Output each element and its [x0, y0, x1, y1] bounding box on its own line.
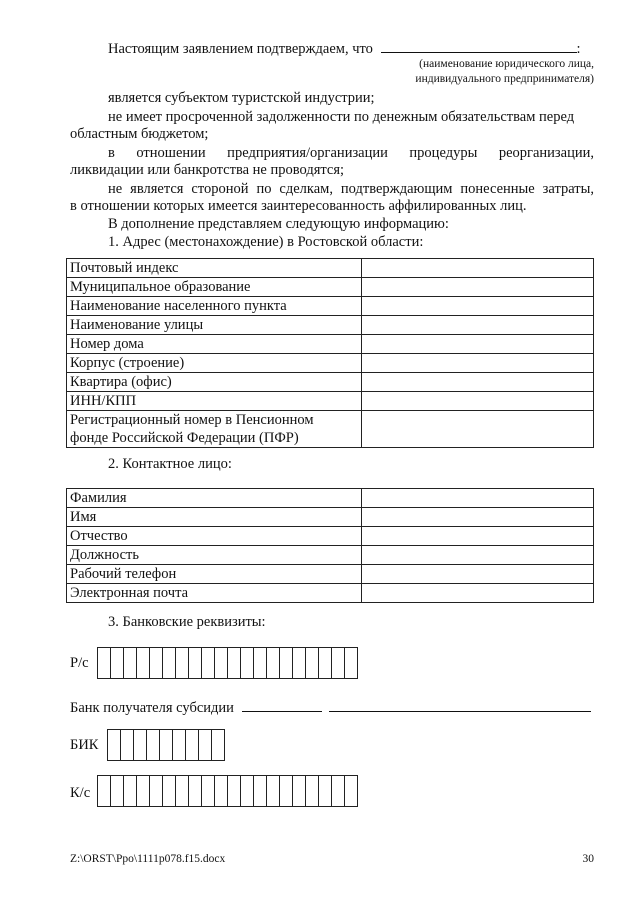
address-table: [66, 258, 594, 448]
value-cell[interactable]: [362, 259, 594, 278]
digit-box[interactable]: [332, 775, 345, 807]
table-row: [67, 297, 594, 316]
bank-blank-long[interactable]: [329, 697, 591, 712]
table-row: [67, 259, 594, 278]
condition-4-a: не является стороной по сделкам, подтверждающим понесенные затраты,: [108, 181, 594, 197]
digit-box[interactable]: [186, 729, 199, 761]
entity-note-line2: индивидуального предпринимателя): [415, 73, 594, 85]
table-row: [67, 565, 594, 584]
footer-page-number: 30: [582, 853, 594, 865]
digit-box[interactable]: [137, 775, 150, 807]
bank-blank-short[interactable]: [242, 697, 322, 712]
row-label: Электронная почта: [67, 584, 362, 603]
digit-box[interactable]: [212, 729, 225, 761]
row-label: ИНН/КПП: [67, 392, 362, 411]
digit-box[interactable]: [176, 775, 189, 807]
section1-heading: 1. Адрес (местонахождение) в Ростовской области:: [108, 234, 424, 250]
digit-box[interactable]: [147, 729, 160, 761]
addition-text: В дополнение представляем следующую информацию:: [108, 216, 449, 232]
digit-box[interactable]: [267, 647, 280, 679]
digit-box[interactable]: [97, 775, 111, 807]
digit-box[interactable]: [280, 775, 293, 807]
digit-box[interactable]: [215, 775, 228, 807]
condition-3-b: ликвидации или банкротства не проводятся;: [70, 162, 345, 178]
digit-box[interactable]: [293, 775, 306, 807]
digit-box[interactable]: [163, 647, 176, 679]
row-label: Наименование населенного пункта: [67, 297, 362, 316]
pfr-label-line1: Регистрационный номер в Пенсионном: [70, 412, 314, 428]
table-row: [67, 508, 594, 527]
row-label: Фамилия: [67, 489, 362, 508]
section3-heading: 3. Банковские реквизиты:: [108, 614, 266, 630]
digit-box[interactable]: [306, 775, 319, 807]
row-label: Должность: [67, 546, 362, 565]
table-row: [67, 354, 594, 373]
entity-note-line1: (наименование юридического лица,: [419, 58, 594, 70]
table-row: [67, 392, 594, 411]
value-cell[interactable]: [362, 278, 594, 297]
digit-box[interactable]: [293, 647, 306, 679]
digit-box[interactable]: [228, 647, 241, 679]
statement-text: Настоящим заявлением подтверждаем, что: [108, 41, 373, 57]
row-label: Квартира (офис): [67, 373, 362, 392]
condition-2-b: областным бюджетом;: [70, 126, 209, 142]
digit-box[interactable]: [306, 647, 319, 679]
digit-box[interactable]: [254, 775, 267, 807]
ks-digit-boxes[interactable]: [97, 775, 358, 807]
condition-1: является субъектом туристской индустрии;: [108, 90, 375, 106]
digit-box[interactable]: [137, 647, 150, 679]
digit-box[interactable]: [280, 647, 293, 679]
digit-box[interactable]: [150, 647, 163, 679]
condition-4-b: в отношении которых имеется заинтересованность аффилированных лиц.: [70, 198, 527, 214]
value-cell[interactable]: [362, 392, 594, 411]
pfr-label-line2: фонде Российской Федерации (ПФР): [70, 430, 299, 446]
digit-box[interactable]: [173, 729, 186, 761]
value-cell[interactable]: [362, 546, 594, 565]
bik-digit-boxes[interactable]: [107, 729, 225, 761]
ks-label: К/с: [70, 785, 91, 801]
row-label: Почтовый индекс: [67, 259, 362, 278]
digit-box[interactable]: [345, 775, 358, 807]
digit-box[interactable]: [215, 647, 228, 679]
digit-box[interactable]: [150, 775, 163, 807]
statement-colon: :: [576, 41, 581, 57]
table-row: [67, 489, 594, 508]
rs-digit-boxes[interactable]: [97, 647, 358, 679]
digit-box[interactable]: [202, 775, 215, 807]
digit-box[interactable]: [97, 647, 111, 679]
table-row: [67, 373, 594, 392]
digit-box[interactable]: [345, 647, 358, 679]
value-cell[interactable]: [362, 411, 594, 448]
digit-box[interactable]: [160, 729, 173, 761]
section2-heading: 2. Контактное лицо:: [108, 456, 232, 472]
digit-box[interactable]: [176, 647, 189, 679]
digit-box[interactable]: [319, 647, 332, 679]
digit-box[interactable]: [241, 775, 254, 807]
row-label: Имя: [67, 508, 362, 527]
table-row: [67, 584, 594, 603]
digit-box[interactable]: [124, 775, 137, 807]
digit-box[interactable]: [121, 729, 134, 761]
contact-table: [66, 488, 594, 603]
footer-file-path: Z:\ORST\Ppo\1111p078.f15.docx: [70, 853, 226, 865]
value-cell[interactable]: [362, 335, 594, 354]
table-row: [67, 546, 594, 565]
row-label: Отчество: [67, 527, 362, 546]
digit-box[interactable]: [107, 729, 121, 761]
digit-box[interactable]: [332, 647, 345, 679]
table-row: [67, 335, 594, 354]
value-cell[interactable]: [362, 584, 594, 603]
digit-box[interactable]: [163, 775, 176, 807]
bank-label: Банк получателя субсидии: [70, 700, 234, 716]
table-row: [67, 411, 594, 448]
bank-line: [70, 697, 591, 717]
digit-box[interactable]: [111, 647, 124, 679]
digit-box[interactable]: [241, 647, 254, 679]
digit-box[interactable]: [134, 729, 147, 761]
digit-box[interactable]: [254, 647, 267, 679]
value-cell[interactable]: [362, 354, 594, 373]
digit-box[interactable]: [124, 647, 137, 679]
row-label: Муниципальное образование: [67, 278, 362, 297]
table-row: [67, 278, 594, 297]
value-cell[interactable]: [362, 297, 594, 316]
row-label: Рабочий телефон: [67, 565, 362, 584]
digit-box[interactable]: [202, 647, 215, 679]
table-row: [67, 316, 594, 335]
row-label: Корпус (строение): [67, 354, 362, 373]
digit-box[interactable]: [319, 775, 332, 807]
entity-name-blank[interactable]: [381, 38, 577, 53]
digit-box[interactable]: [111, 775, 124, 807]
digit-box[interactable]: [228, 775, 241, 807]
statement-line: [108, 38, 581, 58]
condition-3-a: в отношении предприятия/организации процедуры реорганизации,: [108, 145, 594, 161]
row-label: Номер дома: [67, 335, 362, 354]
value-cell[interactable]: [362, 316, 594, 335]
value-cell[interactable]: [362, 489, 594, 508]
digit-box[interactable]: [199, 729, 212, 761]
bik-label: БИК: [70, 737, 99, 753]
condition-2-a: не имеет просроченной задолженности по денежным обязательствам перед: [108, 109, 575, 125]
table-row: [67, 527, 594, 546]
digit-box[interactable]: [267, 775, 280, 807]
rs-label: Р/с: [70, 655, 89, 671]
value-cell[interactable]: [362, 373, 594, 392]
row-label-pfr: [67, 411, 362, 448]
value-cell[interactable]: [362, 508, 594, 527]
digit-box[interactable]: [189, 775, 202, 807]
value-cell[interactable]: [362, 565, 594, 584]
value-cell[interactable]: [362, 527, 594, 546]
row-label: Наименование улицы: [67, 316, 362, 335]
digit-box[interactable]: [189, 647, 202, 679]
